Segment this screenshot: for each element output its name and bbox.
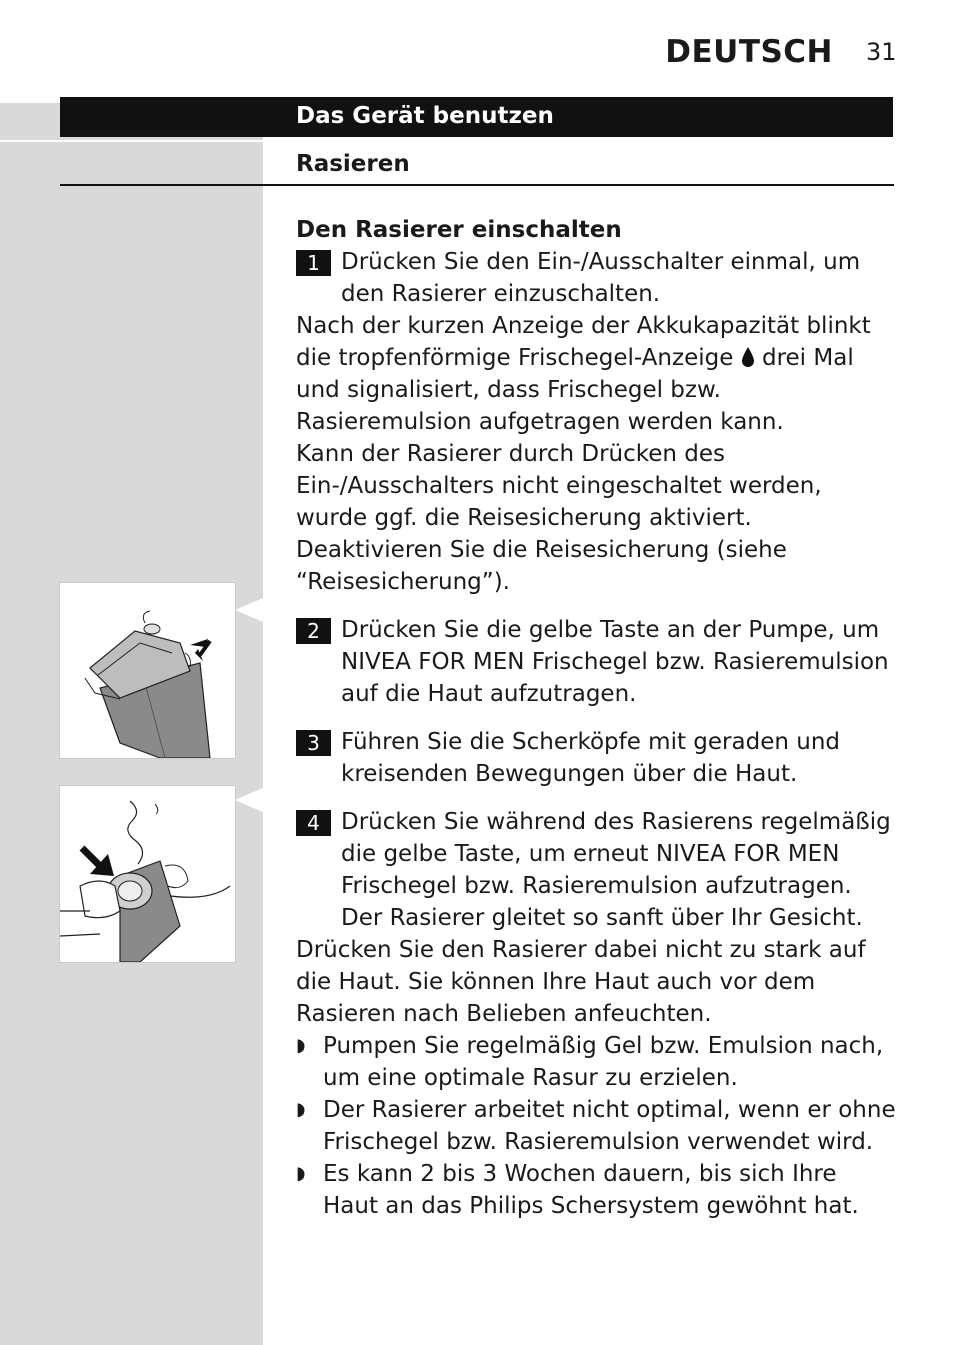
step-number: 4 <box>296 810 331 836</box>
step-number: 3 <box>296 730 331 756</box>
bullet-icon: ◗ <box>296 1163 306 1184</box>
bullet-item <box>296 1094 896 1158</box>
illustration-hand-pump <box>59 785 236 963</box>
shaver-pump-drawing <box>60 583 235 758</box>
hand-pump-drawing <box>60 786 235 962</box>
step-1 <box>296 246 896 310</box>
paragraph-travel-lock: Kann der Rasierer durch Drücken des Ein-/Ausschalters nicht eingeschaltet werden, wurde ggf. die Reisesicherung aktiviert. Deaktivieren Sie die Reisesicherung (siehe “Reisesicherung”). <box>296 441 822 595</box>
step-number: 2 <box>296 618 331 644</box>
bullet-item <box>296 1158 896 1222</box>
paragraph-text: drei Mal und signalisiert, dass Frischegel bzw. Rasieremulsion aufgetragen werden kann. <box>296 345 854 435</box>
bullet-text: Es kann 2 bis 3 Wochen dauern, bis sich Ihre Haut an das Philips Schersystem gewöhnt hat. <box>323 1161 859 1219</box>
main-content <box>296 214 896 1222</box>
bullet-text: Der Rasierer arbeitet nicht optimal, wenn er ohne Frischegel bzw. Rasieremulsion verwendet wird. <box>323 1097 896 1155</box>
bullet-icon: ◗ <box>296 1099 306 1120</box>
step-text: Drücken Sie die gelbe Taste an der Pumpe, um NIVEA FOR MEN Frischegel bzw. Rasieremulsion auf die Haut aufzutragen. <box>341 617 889 707</box>
step-2 <box>296 614 896 710</box>
step-number: 1 <box>296 250 331 276</box>
subsection-rule <box>60 184 894 186</box>
illustration-pointer <box>235 598 263 622</box>
content-heading: Den Rasierer einschalten <box>296 217 622 243</box>
sidebar-divider <box>0 140 263 142</box>
paragraph-text: Nach der kurzen Anzeige der Akkukapazität blinkt die tropfenförmige Frischegel-Anzeige <box>296 313 871 371</box>
step-4 <box>296 806 896 934</box>
section-title: Das Gerät benutzen <box>296 103 554 129</box>
step-text: Führen Sie die Scherköpfe mit geraden und kreisenden Bewegungen über die Haut. <box>341 729 840 787</box>
bullet-icon: ◗ <box>296 1035 306 1056</box>
paragraph-freshgel-indicator <box>296 310 896 438</box>
header-language: DEUTSCH <box>665 34 833 70</box>
subsection-title: Rasieren <box>296 151 410 177</box>
drop-icon <box>741 346 755 368</box>
step-text: Drücken Sie den Ein-/Ausschalter einmal, um den Rasierer einzuschalten. <box>341 249 861 307</box>
paragraph-pressure-note: Drücken Sie den Rasierer dabei nicht zu stark auf die Haut. Sie können Ihre Haut auch vor dem Rasieren nach Belieben anfeuchten. <box>296 937 866 1027</box>
illustration-pointer <box>235 788 263 812</box>
bullet-item <box>296 1030 896 1094</box>
step-3 <box>296 726 896 790</box>
illustration-shaver-pump <box>59 582 236 759</box>
step-text: Drücken Sie während des Rasierens regelmäßig die gelbe Taste, um erneut NIVEA FOR MEN Frischegel bzw. Rasieremulsion aufzutragen. Der Rasierer gleitet so sanft über Ihr Gesicht. <box>341 809 891 931</box>
page-number: 31 <box>866 38 897 66</box>
bullet-text: Pumpen Sie regelmäßig Gel bzw. Emulsion nach, um eine optimale Rasur zu erzielen. <box>323 1033 884 1091</box>
